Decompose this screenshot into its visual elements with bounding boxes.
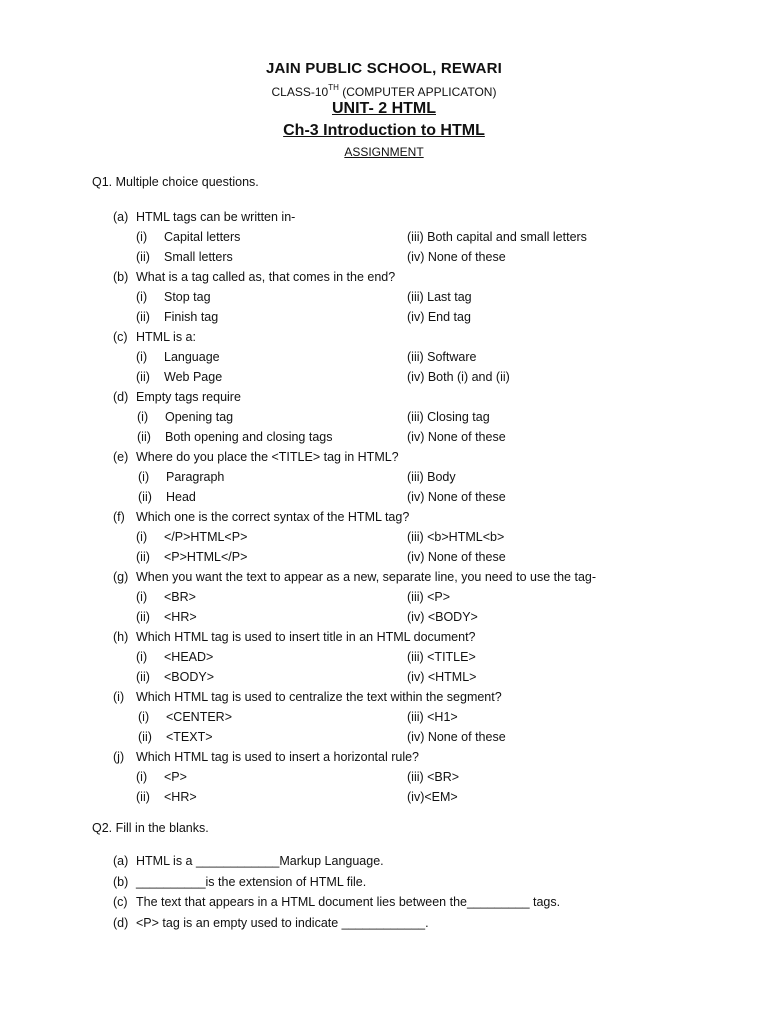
question-label: (g) xyxy=(113,570,129,584)
fill-blank-question xyxy=(0,851,768,871)
mcq-question xyxy=(0,627,768,647)
answer-option: (iii) <P> xyxy=(407,590,451,604)
answer-option: (iii) <TITLE> xyxy=(407,650,476,664)
option-text: Capital letters xyxy=(164,230,241,244)
option-number: (i) xyxy=(136,650,148,664)
option-text: Paragraph xyxy=(166,470,225,484)
question-label: (a) xyxy=(113,854,129,868)
option-text: Head xyxy=(166,490,196,504)
class-prefix: CLASS-10 xyxy=(271,85,329,99)
option-text: Small letters xyxy=(164,250,233,264)
answer-option: (iv) <BODY> xyxy=(407,610,478,624)
question-text: Which HTML tag is used to insert a horizontal rule? xyxy=(136,750,419,764)
option-text: <HR> xyxy=(164,790,197,804)
q1-title: Q1. Multiple choice questions. xyxy=(92,175,259,189)
question-text: The text that appears in a HTML document lies between the_________ tags. xyxy=(136,895,561,909)
mcq-question xyxy=(0,447,768,467)
option-number: (i) xyxy=(136,590,148,604)
question-label: (a) xyxy=(113,210,129,224)
fill-blank-question xyxy=(0,913,768,933)
option-text: <BR> xyxy=(164,590,196,604)
answer-option: (iii) <H1> xyxy=(407,710,458,724)
question-label: (c) xyxy=(113,895,128,909)
option-number: (i) xyxy=(138,710,150,724)
option-number: (ii) xyxy=(136,310,150,324)
assignment-label: ASSIGNMENT xyxy=(344,145,424,159)
option-text: Both opening and closing tags xyxy=(165,430,333,444)
fill-blank-question xyxy=(0,872,768,892)
option-text: <HR> xyxy=(164,610,197,624)
answer-option: (iv)<EM> xyxy=(407,790,458,804)
question-label: (h) xyxy=(113,630,129,644)
question-text: Empty tags require xyxy=(136,390,241,404)
question-text: HTML is a ____________Markup Language. xyxy=(136,854,384,868)
mcq-question xyxy=(0,687,768,707)
option-number: (i) xyxy=(136,770,148,784)
answer-option: (iv) None of these xyxy=(407,550,506,564)
option-number: (i) xyxy=(138,470,150,484)
option-number: (i) xyxy=(136,290,148,304)
answer-option: (iii) <b>HTML<b> xyxy=(407,530,505,544)
answer-option: (iv) End tag xyxy=(407,310,471,324)
option-text: Language xyxy=(164,350,220,364)
answer-option: (iv) Both (i) and (ii) xyxy=(407,370,510,384)
option-text: </P>HTML<P> xyxy=(164,530,248,544)
question-text: <P> tag is an empty used to indicate ____________. xyxy=(136,915,429,930)
mcq-question xyxy=(0,567,768,587)
option-text: <P> xyxy=(164,770,187,784)
question-text: Which one is the correct syntax of the HTML tag? xyxy=(136,510,410,524)
class-suffix: (COMPUTER APPLICATON) xyxy=(338,85,497,99)
mcq-question xyxy=(0,207,768,227)
question-label: (d) xyxy=(113,390,129,404)
question-text: Which HTML tag is used to centralize the text within the segment? xyxy=(136,690,502,704)
option-text: <HEAD> xyxy=(164,650,214,664)
answer-option: (iv) None of these xyxy=(407,490,506,504)
answer-option: (iii) Body xyxy=(407,470,456,484)
mcq-question xyxy=(0,747,768,767)
question-text: __________is the extension of HTML file. xyxy=(136,874,367,889)
option-number: (i) xyxy=(137,410,149,424)
option-number: (i) xyxy=(136,350,148,364)
answer-option: (iv) None of these xyxy=(407,730,506,744)
answer-option: (iv) <HTML> xyxy=(407,670,477,684)
option-number: (ii) xyxy=(136,550,150,564)
question-text: HTML is a: xyxy=(136,330,196,344)
option-number: (ii) xyxy=(136,790,150,804)
question-label: (b) xyxy=(113,874,129,889)
mcq-question xyxy=(0,507,768,527)
mcq-question xyxy=(0,327,768,347)
option-number: (ii) xyxy=(136,250,150,264)
option-number: (ii) xyxy=(136,670,150,684)
question-text: Which HTML tag is used to insert title in an HTML document? xyxy=(136,630,476,644)
option-number: (ii) xyxy=(138,490,152,504)
chapter-title: Ch-3 Introduction to HTML xyxy=(283,122,485,139)
answer-option: (iii) Last tag xyxy=(407,290,472,304)
option-number: (ii) xyxy=(137,430,151,444)
question-label: (i) xyxy=(113,690,125,704)
option-number: (ii) xyxy=(136,370,150,384)
option-number: (ii) xyxy=(138,730,152,744)
option-text: <BODY> xyxy=(164,670,215,684)
question-label: (d) xyxy=(113,915,129,930)
option-text: <CENTER> xyxy=(166,710,232,724)
answer-option: (iii) Software xyxy=(407,350,477,364)
question-label: (f) xyxy=(113,510,125,524)
option-text: Finish tag xyxy=(164,310,219,324)
option-number: (i) xyxy=(136,230,148,244)
option-number: (ii) xyxy=(136,610,150,624)
question-label: (j) xyxy=(113,750,125,764)
school-name: JAIN PUBLIC SCHOOL, REWARI xyxy=(265,60,503,77)
question-text: When you want the text to appear as a new, separate line, you need to use the tag- xyxy=(136,570,597,584)
class-line xyxy=(0,83,768,99)
option-text: Stop tag xyxy=(164,290,211,304)
question-label: (c) xyxy=(113,330,128,344)
option-text: Web Page xyxy=(164,370,223,384)
option-text: <TEXT> xyxy=(166,730,213,744)
class-superscript: TH xyxy=(328,83,339,92)
mcq-question xyxy=(0,267,768,287)
question-text: What is a tag called as, that comes in the end? xyxy=(136,270,396,284)
question-label: (e) xyxy=(113,450,129,464)
answer-option: (iii) Closing tag xyxy=(407,410,490,424)
mcq-question xyxy=(0,387,768,407)
question-label: (b) xyxy=(113,270,129,284)
option-text: Opening tag xyxy=(165,410,234,424)
question-text: Where do you place the <TITLE> tag in HTML? xyxy=(136,450,399,464)
question-text: HTML tags can be written in- xyxy=(136,210,296,224)
answer-option: (iv) None of these xyxy=(407,430,506,444)
fill-blank-question xyxy=(0,892,768,912)
answer-option: (iii) <BR> xyxy=(407,770,460,784)
option-number: (i) xyxy=(136,530,148,544)
unit-title: UNIT- 2 HTML xyxy=(332,100,436,117)
option-text: <P>HTML</P> xyxy=(164,550,248,564)
answer-option: (iii) Both capital and small letters xyxy=(407,230,587,244)
q2-title: Q2. Fill in the blanks. xyxy=(92,821,209,835)
answer-option: (iv) None of these xyxy=(407,250,506,264)
